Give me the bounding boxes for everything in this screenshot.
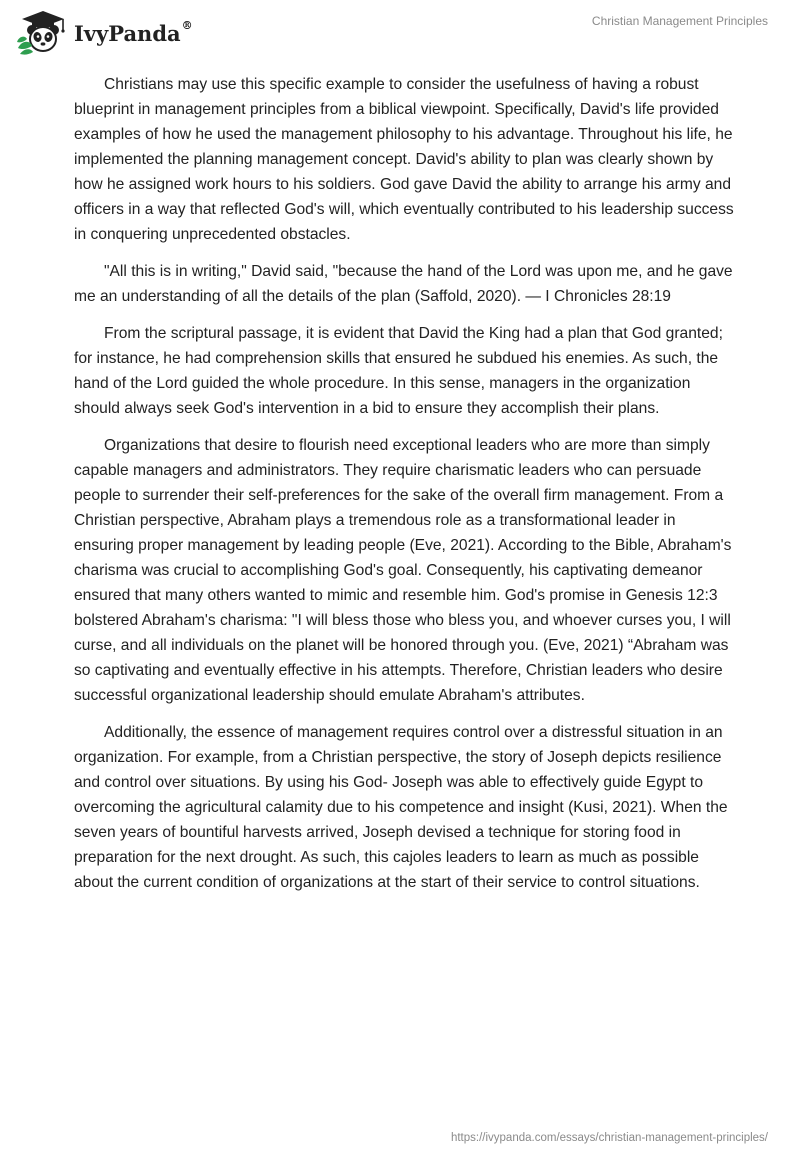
paragraph: Christians may use this specific example to consider the usefulness of having a robust blueprint in management principles from a biblical viewpoint. Specifically, David's life provided examples of how he used the management philosophy to his advantage. Throughout his life, he implemented the planning management concept. David's ability to plan was clearly shown by how he assigned work hours to his soldiers. God gave David the ability to arrange his army and officers in a way that reflected God's will, which eventually contributed to his leadership success in conquering unprecedented obstacles.: [74, 76, 734, 243]
brand-name: IvyPanda®: [74, 18, 193, 46]
brand-logo[interactable]: [14, 8, 193, 56]
source-url[interactable]: https://ivypanda.com/essays/christian-management-principles/: [450, 1132, 768, 1144]
paragraph: From the scriptural passage, it is evident that David the King had a plan that God granted; for instance, he had comprehension skills that ensured he subdued his enemies. As such, the hand of the Lord guided the whole procedure. In this sense, managers in the organization should always seek God's intervention in a bid to ensure they accomplish their plans.: [74, 325, 723, 417]
document-title: Christian Management Principles: [591, 14, 768, 28]
registered-mark: ®: [181, 18, 193, 32]
paragraph: "All this is in writing," David said, "because the hand of the Lord was upon me, and he gave me an understanding of all the details of the plan (Saffold, 2020). — I Chronicles 28:19: [74, 263, 733, 305]
paragraph: Additionally, the essence of management requires control over a distressful situation in an organization. For example, from a Christian perspective, the story of Joseph depicts resilience and control over situations. By using his God- Joseph was able to effectively guide Egypt to overcoming the agricultural calamity due to his competence and insight (Kusi, 2021). When the seven years of bountiful harvests arrived, Joseph devised a technique for storing food in preparation for the next drought. As such, this cajoles leaders to learn as much as possible about the current condition of organizations at the start of their service to control situations.: [74, 724, 728, 891]
essay-body: [74, 72, 734, 907]
page-header: [0, 0, 800, 60]
panda-graduate-icon: [14, 8, 72, 56]
paragraph: Organizations that desire to flourish need exceptional leaders who are more than simply capable managers and administrators. They require charismatic leaders who can persuade people to surrender their self-preferences for the sake of the overall firm management. From a Christian perspective, Abraham plays a tremendous role as a transformational leader in ensuring proper management by leading people (Eve, 2021). According to the Bible, Abraham's charisma was crucial to accomplishing God's goal. Consequently, his captivating demeanor ensured that many others wanted to mimic and resemble him. God's promise in Genesis 12:3 bolstered Abraham's charisma: "I will bless those who bless you, and whoever curses you, I will curse, and all individuals on the planet will be honored through you. (Eve, 2021) “Abraham was so captivating and eventually effective in his attempts. Therefore, Christian leaders who desire successful organizational leadership should emulate Abraham's attributes.: [74, 437, 732, 704]
